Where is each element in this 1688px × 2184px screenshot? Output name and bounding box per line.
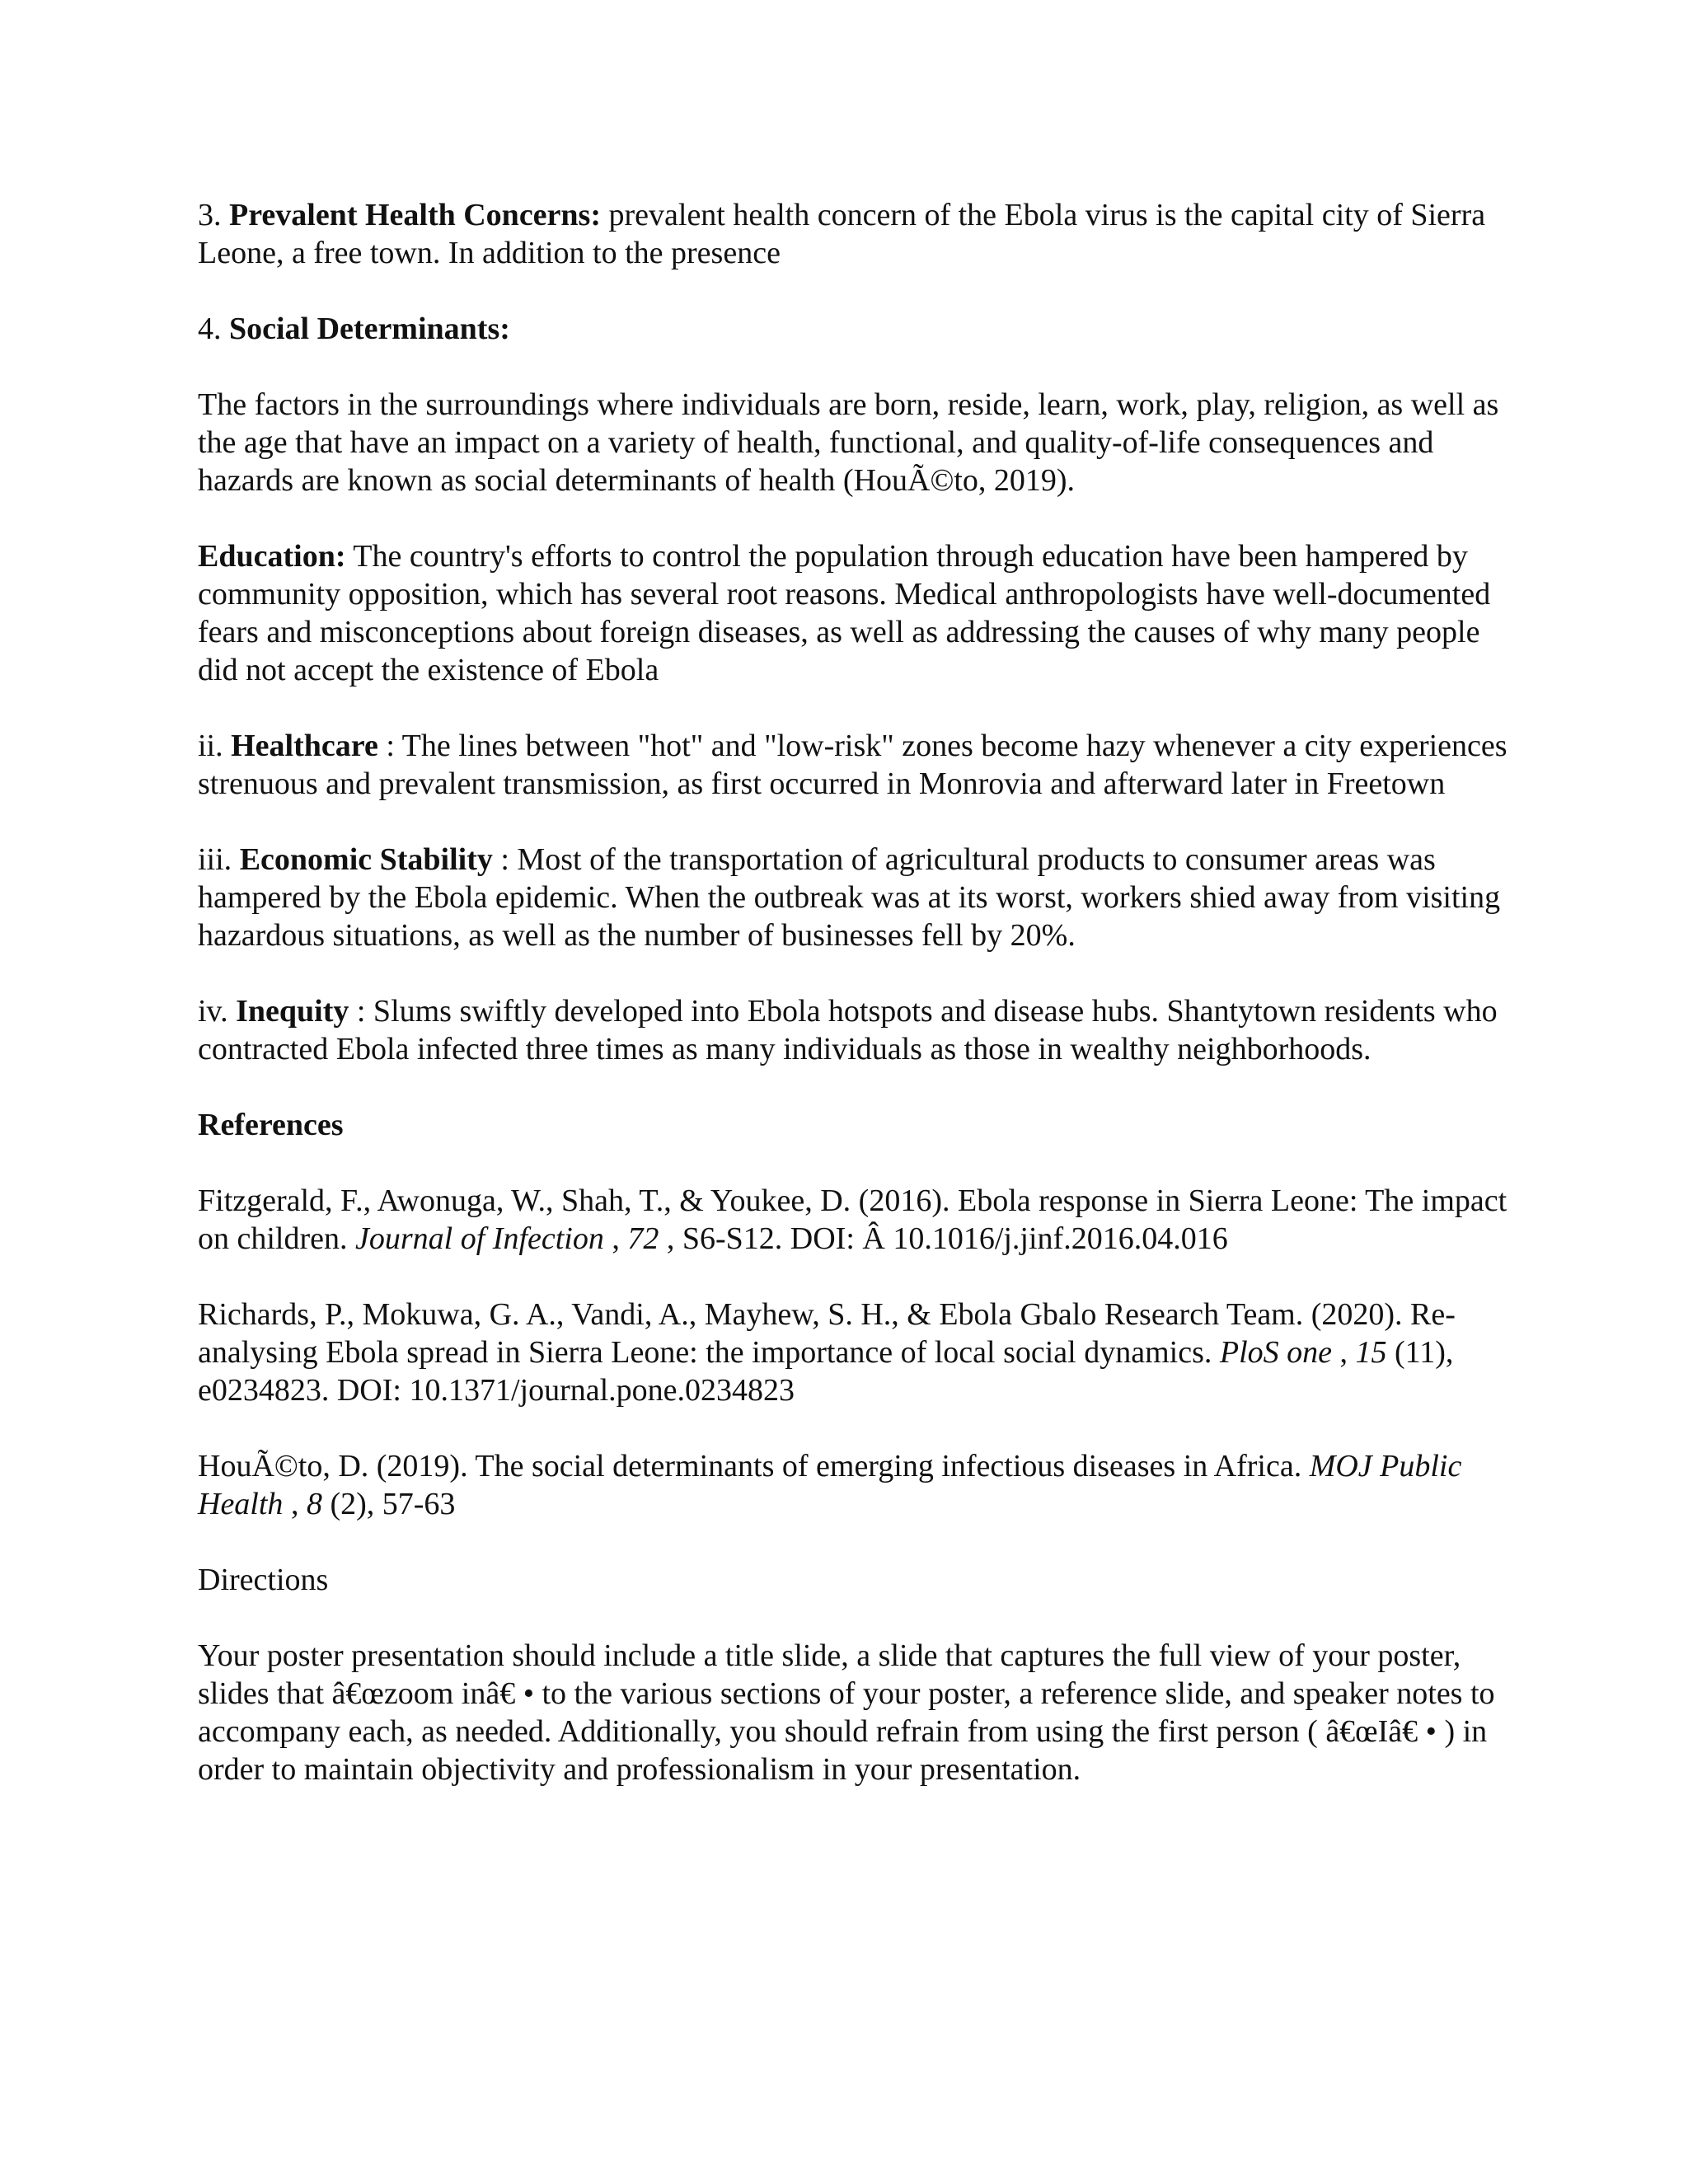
section-prevalent-health-concerns [198, 196, 1517, 272]
reference-item [198, 1447, 1517, 1523]
section-heading: Social Determinants: [229, 312, 510, 346]
reference-text: Fitzgerald, F., Awonuga, W., Shah, T., & Youkee, D. (2016). Ebola response in Sierra Leone: The impact on children. [198, 1183, 1507, 1256]
reference-volume: 8 [306, 1487, 322, 1521]
document-page [198, 196, 1517, 1826]
references-title: References [198, 1108, 344, 1142]
section-heading: Prevalent Health Concerns: [229, 198, 601, 232]
section-number: 4. [198, 312, 229, 346]
healthcare-paragraph [198, 727, 1517, 803]
economic-text: : Most of the transportation of agricultural products to consumer areas was hampered by the Ebola epidemic. When the outbreak was at its worst, workers shied away from visiting hazardous situations, as well as the number of businesses fell by 20%. [198, 842, 1501, 953]
healthcare-heading: Healthcare [231, 729, 378, 763]
section-text: prevalent health concern of the Ebola virus is the capital city of Sierra Leone, a free town. In addition to the presence [198, 198, 1486, 270]
reference-journal: Journal of Infection [355, 1221, 604, 1256]
healthcare-text: : The lines between "hot" and "low-risk" zones become hazy whenever a city experiences strenuous and prevalent transmission, as first occurred in Monrovia and afterward later in Freetown [198, 729, 1507, 801]
inequity-paragraph [198, 992, 1517, 1068]
intro-paragraph: The factors in the surroundings where individuals are born, reside, learn, work, play, religion, as well as the age that have an impact on a variety of health, functional, and quality-of-life consequences and hazards are known as social determinants of health (HouÃ©to, 2019). [198, 387, 1499, 498]
references-heading [198, 1106, 1517, 1144]
reference-separator: , [283, 1487, 307, 1521]
directions-heading: Directions [198, 1563, 329, 1597]
reference-journal: PloS one [1219, 1335, 1333, 1370]
reference-item [198, 1182, 1517, 1258]
reference-pages: (11), e0234823. DOI: 10.1371/journal.pone.0234823 [198, 1335, 1454, 1408]
item-number: iii. [198, 842, 240, 877]
reference-separator: , [603, 1221, 628, 1256]
reference-item [198, 1296, 1517, 1409]
reference-separator: , [1332, 1335, 1356, 1370]
section-social-determinants [198, 310, 1517, 348]
item-number: iv. [198, 994, 237, 1029]
reference-text: Richards, P., Mokuwa, G. A., Vandi, A., Mayhew, S. H., & Ebola Gbalo Research Team. (2020). Re-analysing Ebola spread in Sierra Leone: the importance of local social dynamics. [198, 1297, 1456, 1370]
section-number: 3. [198, 198, 229, 232]
reference-journal: MOJ Public Health [198, 1449, 1462, 1521]
education-text: The country's efforts to control the population through education have been hampered by community opposition, which has several root reasons. Medical anthropologists have well-documented fears and misconceptions about foreign diseases, as well as addressing the causes of why many people did not accept the existence of Ebola [198, 539, 1491, 687]
item-number: ii. [198, 729, 232, 763]
reference-pages: (2), 57-63 [321, 1487, 456, 1521]
economic-heading: Economic Stability [239, 842, 493, 877]
reference-text: HouÃ©to, D. (2019). The social determinants of emerging infectious diseases in Africa. [198, 1449, 1310, 1483]
education-paragraph [198, 537, 1517, 689]
inequity-text: : Slums swiftly developed into Ebola hotspots and disease hubs. Shantytown residents who contracted Ebola infected three times as many individuals as those in wealthy neighborhoods. [198, 994, 1498, 1066]
education-heading: Education: [198, 539, 346, 574]
reference-pages: , S6-S12. DOI: Â 10.1016/j.jinf.2016.04.016 [659, 1221, 1228, 1256]
reference-volume: 15 [1355, 1335, 1387, 1370]
directions-paragraph: Your poster presentation should include a title slide, a slide that captures the full view of your poster, slides that â€œzoom inâ€ • to the various sections of your poster, a reference slide, and speaker notes to accompany each, as needed. Additionally, you should refrain from using the first person ( â€œIâ€ • ) in order to maintain objectivity and professionalism in your presentation. [198, 1638, 1495, 1787]
inequity-heading: Inequity [236, 994, 349, 1029]
economic-stability-paragraph [198, 841, 1517, 954]
reference-volume: 72 [627, 1221, 659, 1256]
